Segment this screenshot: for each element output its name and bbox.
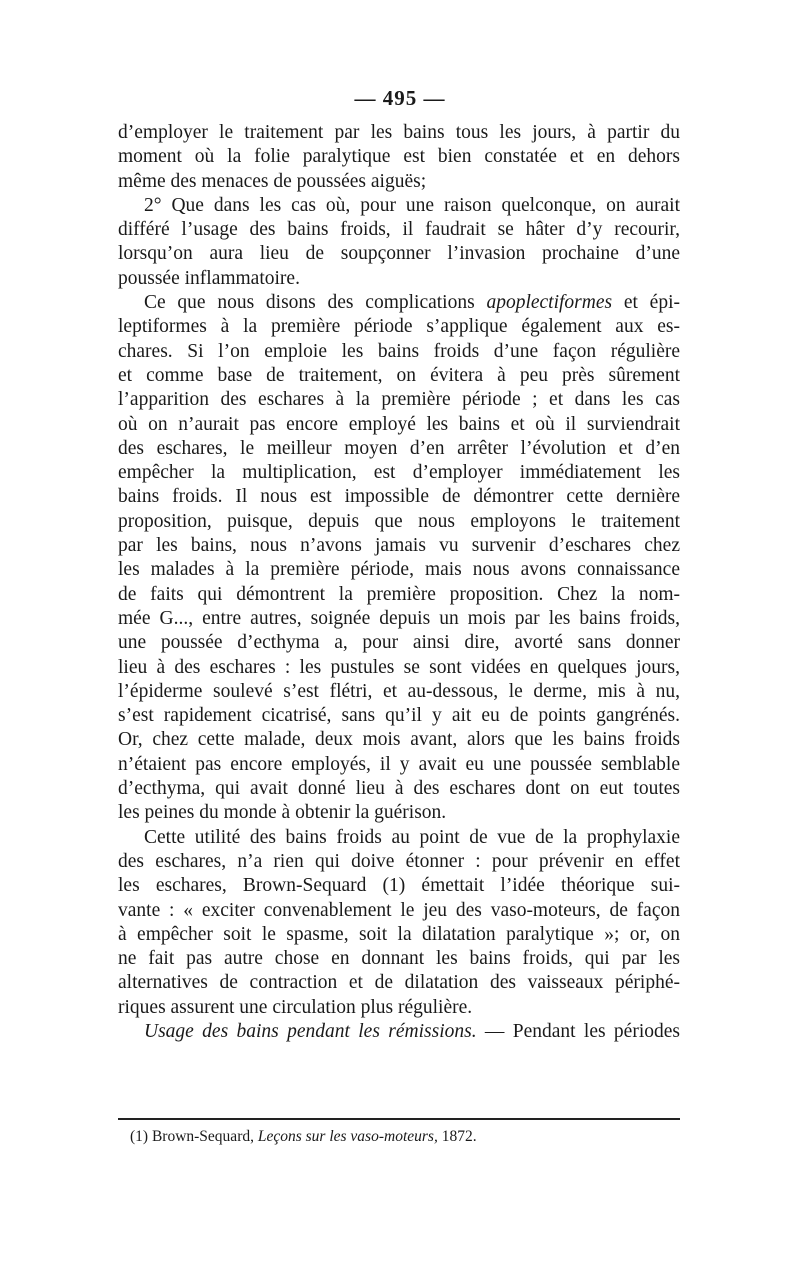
text-line: vante : « exciter convenablement le jeu des vaso-moteurs, de façon <box>118 899 680 921</box>
text-line: à empêcher soit le spasme, soit la dilatation paralytique »; or, on <box>118 923 680 945</box>
text-line: les peines du monde à obtenir la guérison. <box>118 802 447 824</box>
text-line: d’employer le traitement par les bains tous les jours, à partir du <box>118 122 680 143</box>
text-line: les malades à la première période, mais nous avons connaissance <box>118 559 680 581</box>
footnote-year: 1872. <box>441 1128 477 1145</box>
text-line: Or, chez cette malade, deux mois avant, alors que les bains froids <box>118 729 680 751</box>
footnote-rule <box>118 1118 680 1120</box>
text-line: mée G..., entre autres, soignée depuis un mois par les bains froids, <box>118 607 680 629</box>
text-line: 2° Que dans les cas où, pour une raison quelconque, on aurait <box>144 194 680 216</box>
text-line: lorsqu’on aura lieu de soupçonner l’invasion prochaine d’une <box>118 243 680 265</box>
footnote-author: Brown-Sequard, <box>151 1128 254 1145</box>
text-line: d’ecthyma, qui avait donné lieu à des eschares dont on eut toutes <box>118 778 680 800</box>
text-line: les eschares, Brown-Sequard (1) émettait l’idée théorique sui- <box>118 875 680 897</box>
text-line: l’apparition des eschares à la première période ; et dans les cas <box>118 389 680 411</box>
footnote-marker: (1) <box>130 1128 149 1145</box>
page-number: — 495 — <box>354 86 446 110</box>
text-line: bains froids. Il nous est impossible de démontrer cette dernière <box>118 486 680 508</box>
footnote-title: Leçons sur les vaso-moteurs, <box>257 1128 438 1145</box>
text-line: même des menaces de poussées aiguës; <box>118 170 427 192</box>
text-line: ne fait pas autre chose en donnant les bains froids, qui par les <box>118 948 680 970</box>
text-line: Cette utilité des bains froids au point de vue de la prophylaxie <box>144 826 680 848</box>
text-line: où on n’aurait pas encore employé les bains et où il surviendrait <box>118 413 680 435</box>
text-line: par les bains, nous n’avons jamais vu survenir d’eschares chez <box>118 535 680 557</box>
text-line: n’étaient pas encore employés, il y avait eu une poussée semblable <box>118 753 680 775</box>
text-line: Ce que nous disons des complications apoplectiformes et épi- <box>144 292 680 314</box>
text-line: l’épiderme soulevé s’est flétri, et au-dessous, le derme, mis à nu, <box>118 680 680 702</box>
text-line: leptiformes à la première période s’applique également aux es- <box>118 316 680 338</box>
text-line: de faits qui démontrent la première proposition. Chez la nom- <box>118 583 680 605</box>
text-line: poussée inflammatoire. <box>118 267 300 289</box>
text-line: alternatives de contraction et de dilatation des vaisseaux périphé- <box>118 972 680 994</box>
body-text <box>118 121 680 1044</box>
text-line: une poussée d’ecthyma a, pour ainsi dire, avorté sans donner <box>118 632 680 654</box>
text-line: et comme base de traitement, on évitera à peu près sûrement <box>118 364 680 386</box>
text-line: lieu à des eschares : les pustules se sont vidées en quelques jours, <box>118 656 680 678</box>
footnote <box>130 1126 477 1148</box>
text-line: proposition, puisque, depuis que nous employons le traitement <box>118 510 680 532</box>
text-line: chares. Si l’on emploie les bains froids d’une façon régulière <box>118 340 680 362</box>
text-line: empêcher la multiplication, est d’employer immédiatement les <box>118 462 680 484</box>
text-line: moment où la folie paralytique est bien constatée et en dehors <box>118 146 680 168</box>
text-line: s’est rapidement cicatrisé, sans qu’il y ait eu de points gangrénés. <box>118 705 680 727</box>
text-line: des eschares, n’a rien qui doive étonner : pour prévenir en effet <box>118 850 680 872</box>
text-line: Usage des bains pendant les rémissions. — Pendant les périodes <box>144 1020 680 1042</box>
text-line: des eschares, le meilleur moyen d’en arrêter l’évolution et d’en <box>118 437 680 459</box>
text-line: différé l’usage des bains froids, il faudrait se hâter d’y recourir, <box>118 219 680 241</box>
text-line: riques assurent une circulation plus régulière. <box>118 996 473 1018</box>
